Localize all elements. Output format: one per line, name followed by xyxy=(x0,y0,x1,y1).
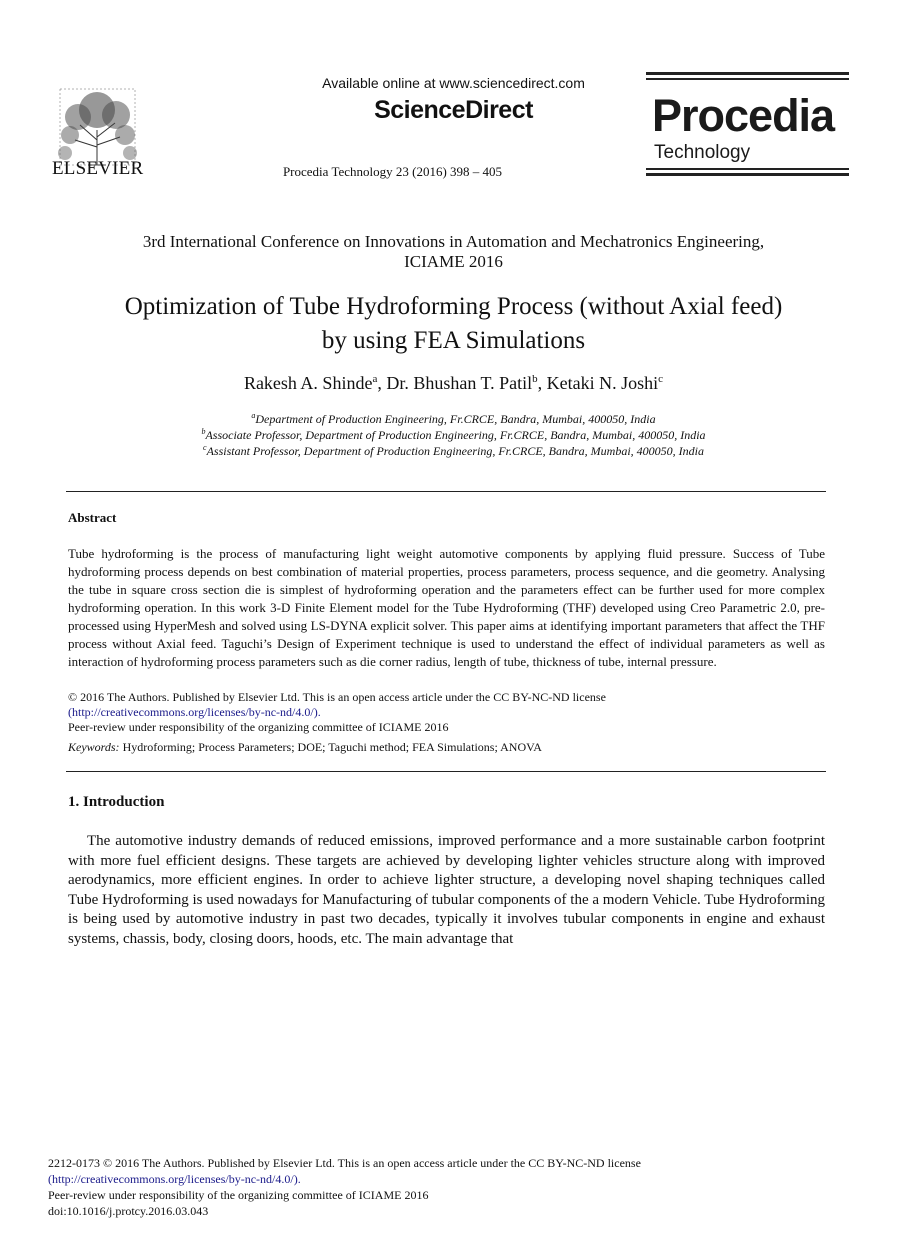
procedia-logo-subtitle: Technology xyxy=(654,142,751,163)
footer-peer-review: Peer-review under responsibility of the organizing committee of ICIAME 2016 xyxy=(48,1188,429,1202)
affiliation-text: Assistant Professor, Department of Production Engineering, Fr.CRCE, Bandra, Mumbai, 400050, India xyxy=(206,444,704,458)
author-name: Ketaki N. Joshi xyxy=(546,373,659,393)
footer-doi[interactable]: doi:10.1016/j.protcy.2016.03.043 xyxy=(48,1204,209,1218)
logo-rule xyxy=(646,168,849,170)
peer-review-statement: Peer-review under responsibility of the organizing committee of ICIAME 2016 xyxy=(68,720,449,734)
paper-title xyxy=(40,290,867,358)
section-divider xyxy=(66,491,826,492)
abstract-heading: Abstract xyxy=(68,510,117,525)
conference-line: ICIAME 2016 xyxy=(404,252,503,271)
affiliation-mark: c xyxy=(203,443,207,452)
logo-rule xyxy=(646,72,849,75)
author-separator: , xyxy=(377,373,387,393)
keywords-line xyxy=(68,740,542,755)
author-affiliation-mark: c xyxy=(658,373,664,385)
conference-line: 3rd International Conference on Innovations in Automation and Mechatronics Engineering, xyxy=(142,232,765,251)
author-affiliation-mark: b xyxy=(532,373,538,385)
author-name: Rakesh A. Shinde xyxy=(243,373,373,393)
sciencedirect-wordmark: ScienceDirect xyxy=(374,96,533,124)
journal-reference: Procedia Technology 23 (2016) 398 – 405 xyxy=(282,164,503,179)
author-list xyxy=(0,373,907,394)
license-statement: © 2016 The Authors. Published by Elsevier Ltd. This is an open access article under the CC BY-NC-ND license xyxy=(68,690,606,704)
available-online-text: Available online at www.sciencedirect.com xyxy=(322,75,585,91)
title-line: by using FEA Simulations xyxy=(321,327,586,354)
keywords-list: Hydroforming; Process Parameters; DOE; Taguchi method; FEA Simulations; ANOVA xyxy=(119,740,542,754)
affiliation-mark: b xyxy=(201,427,206,436)
affiliation-text: Associate Professor, Department of Production Engineering, Fr.CRCE, Bandra, Mumbai, 400050, India xyxy=(205,428,706,442)
author-name: Dr. Bhushan T. Patil xyxy=(386,373,533,393)
affiliation xyxy=(0,411,907,427)
title-line: Optimization of Tube Hydroforming Process (without Axial feed) xyxy=(124,293,783,320)
footer-license-link[interactable]: (http://creativecommons.org/licenses/by-nc-nd/4.0/). xyxy=(48,1172,301,1186)
introduction-body: The automotive industry demands of reduced emissions, improved performance and a more sustainable carbon footprint with more fuel efficient designs. These targets are achieved by developing lighter vehicles structure along with improved aerodynamics, more efficient engines. In order to achieve lighter structure, a developing novel shaping techniques called Tube Hydroforming is used nowadays for Manufacturing of tubular components of the a modern Vehicle. Tube Hydroforming is being used by automotive industry in past two decades, typically it involves tubular components in engine and exhaust systems, chassis, body, closing doors, hoods, etc. The main advantage that xyxy=(68,833,825,947)
abstract-body: Tube hydroforming is the process of manufacturing light weight automotive components by applying fluid pressure. Success of Tube hydroforming process depends on best combination of material properties, process parameters, process sequence, and die geometry. Analysing the tube in square cross section die is simplest of hydroforming operation and the parameters effect can be further used for more complex hydroforming operation. In this work 3-D Finite Element model for the Tube Hydroforming (THF) developed using Creo Parametric 2.0, pre-processed using HyperMesh and solved using LS-DYNA explicit solver. This paper aims at identifying important parameters that affect the THF process without Axial feed. Taguchi’s Design of Experiment technique is used to understand the effect of individual parameters as well as interaction of hydroforming process parameters such as die corner radius, length of tube, thickness of tube, internal pressure. xyxy=(68,546,825,669)
conference-name xyxy=(60,232,847,272)
author-separator: , xyxy=(537,373,547,393)
logo-rule xyxy=(646,78,849,80)
author-affiliation-mark: a xyxy=(372,373,378,385)
license-link[interactable]: (http://creativecommons.org/licenses/by-nc-nd/4.0/). xyxy=(68,705,321,719)
procedia-journal-logo xyxy=(646,72,849,176)
procedia-logo-title: Procedia xyxy=(652,90,835,141)
section-heading: 1. Introduction xyxy=(68,794,165,810)
affiliation xyxy=(0,443,907,459)
logo-rule xyxy=(646,173,849,176)
keywords-label: Keywords: xyxy=(68,740,120,754)
affiliation-text: Department of Production Engineering, Fr.CRCE, Bandra, Mumbai, 400050, India xyxy=(255,412,656,426)
affiliation-mark: a xyxy=(251,411,256,420)
footer-copyright: 2212-0173 © 2016 The Authors. Published by Elsevier Ltd. This is an open access article under the CC BY-NC-ND license xyxy=(48,1156,641,1170)
publisher-name: ELSEVIER xyxy=(52,158,144,179)
section-divider xyxy=(66,771,826,772)
affiliation xyxy=(0,427,907,443)
